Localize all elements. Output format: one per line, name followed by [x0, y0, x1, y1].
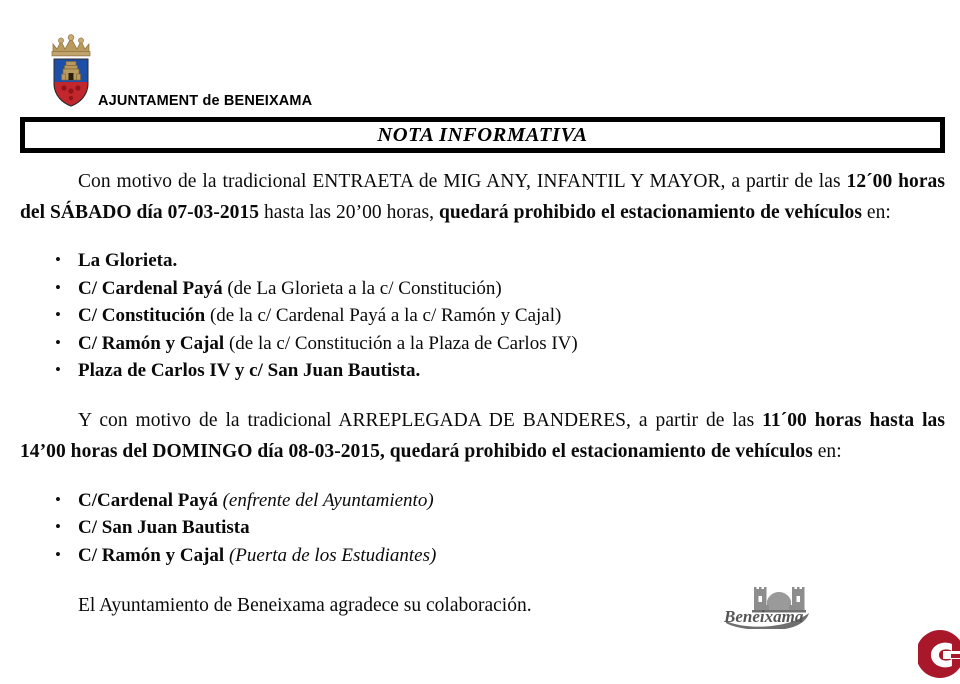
list-item	[20, 487, 945, 515]
para1-schedule-bold: 12´00 horas del SÁBADO día 07-03-2015	[20, 171, 945, 223]
street-name: C/ Cardenal Payá	[78, 277, 223, 299]
list-item	[20, 275, 945, 303]
street-detail: (Puerta de los Estudiantes)	[224, 544, 437, 566]
street-name: C/ Ramón y Cajal	[78, 544, 225, 566]
street-name: C/ San Juan Bautista	[78, 517, 250, 538]
para2-schedule-bold: 11´00 horas hasta las 14’00 horas del DOMINGO día 08-03-2015, quedará prohibido el estacionamiento de vehículos	[20, 409, 945, 462]
document-header	[0, 0, 960, 112]
entity-name: AJUNTAMENT de BENEIXAMA	[98, 93, 313, 109]
beneixama-monument-logo	[716, 577, 828, 629]
street-list-saturday	[20, 247, 945, 385]
para1-segment-3: hasta las 20’00 horas,	[259, 202, 439, 223]
list-item	[20, 514, 945, 542]
title-box	[20, 117, 945, 153]
paragraph-entraeta	[20, 166, 945, 228]
page-title: NOTA INFORMATIVA	[377, 123, 588, 146]
paragraph-arreplegada	[20, 405, 945, 467]
street-name: C/Cardenal Payá	[78, 489, 218, 511]
street-detail: (de la c/ Constitución a la Plaza de Carlos IV)	[224, 332, 578, 354]
para1-segment-5: en:	[861, 202, 891, 223]
list-item	[20, 247, 945, 275]
para1-prohibition-bold: quedará prohibido el estacionamiento de vehículos	[438, 202, 862, 223]
para1-segment-1: Con motivo de la tradicional ENTRAETA de MIG ANY, INFANTIL Y MAYOR, a partir de las	[78, 171, 847, 192]
document-body	[20, 166, 945, 620]
street-name: C/ Ramón y Cajal	[78, 332, 225, 354]
street-detail: (de La Glorieta a la c/ Constitución)	[222, 277, 502, 299]
list-item	[20, 357, 945, 385]
street-list-sunday	[20, 487, 945, 570]
logo-wordmark: Beneixama	[724, 607, 804, 626]
red-circle-e-logo	[918, 628, 960, 684]
coat-of-arms-icon	[44, 30, 98, 112]
para2-segment-1: Y con motivo de la tradicional ARREPLEGADA DE BANDERES, a partir de las	[78, 409, 763, 431]
street-name: Plaza de Carlos IV y c/ San Juan Bautista.	[78, 360, 421, 381]
list-item	[20, 330, 945, 358]
street-detail: (enfrente del Ayuntamiento)	[217, 489, 434, 511]
street-detail: (de la c/ Cardenal Payá a la c/ Ramón y Cajal)	[205, 305, 562, 326]
street-name: C/ Constitución	[78, 305, 206, 326]
list-item	[20, 302, 945, 330]
street-name: La Glorieta.	[78, 250, 178, 271]
closing-statement: El Ayuntamiento de Beneixama agradece su colaboración.	[78, 595, 532, 616]
list-item	[20, 542, 945, 570]
para2-segment-3: en:	[812, 440, 842, 462]
